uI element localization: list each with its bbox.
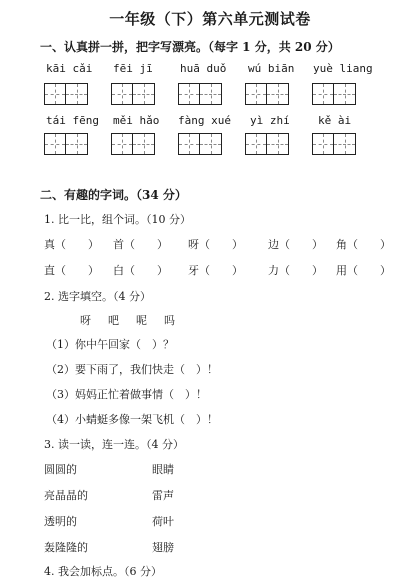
q2-item[interactable]: （4）小蜻蜓多像一架飞机（ ）！ (46, 413, 218, 426)
writing-box-pair[interactable] (245, 83, 289, 105)
writing-box-pair[interactable] (44, 83, 88, 105)
section1-heading: 一、认真拼一拼，把字写漂亮。（每字 1 分，共 20 分） (40, 40, 340, 54)
pinyin-item: kě ài (318, 114, 352, 127)
word-blank[interactable]: 首（ ） (113, 238, 168, 251)
word-blank[interactable]: 牙（ ） (188, 264, 243, 277)
word-blank[interactable]: 白（ ） (113, 264, 168, 277)
match-right-item[interactable]: 眼睛 (152, 463, 174, 476)
writing-box-pair[interactable] (178, 83, 222, 105)
pinyin-item: wú biān (248, 62, 295, 75)
q2-label: 2. 选字填空。（4 分） (44, 290, 151, 303)
writing-box-pair[interactable] (44, 133, 88, 155)
pinyin-item: fàng xué (178, 114, 231, 127)
pinyin-item: huā duǒ (180, 62, 227, 75)
q2-item[interactable]: （1）你中午回家（ ）？ (46, 338, 174, 351)
writing-box-pair[interactable] (312, 83, 356, 105)
pinyin-item: yì zhí (250, 114, 290, 127)
word-blank[interactable]: 呀（ ） (188, 238, 243, 251)
q3-label: 3. 读一读，连一连。（4 分） (44, 438, 184, 451)
match-right-item[interactable]: 翅膀 (152, 541, 174, 554)
word-blank[interactable]: 力（ ） (268, 264, 323, 277)
match-right-item[interactable]: 雷声 (152, 489, 174, 502)
match-left-item[interactable]: 轰隆隆的 (44, 541, 88, 554)
word-blank[interactable]: 真（ ） (44, 238, 99, 251)
writing-box-pair[interactable] (245, 133, 289, 155)
writing-box-pair[interactable] (111, 83, 155, 105)
match-left-item[interactable]: 圆圆的 (44, 463, 77, 476)
q1-label: 1. 比一比，组个词。（10 分） (44, 213, 191, 226)
writing-box-pair[interactable] (111, 133, 155, 155)
pinyin-item: kāi cǎi (46, 62, 93, 75)
q4-label: 4. 我会加标点。（6 分） (44, 565, 162, 578)
q2-item[interactable]: （2）要下雨了，我们快走（ ）！ (46, 363, 218, 376)
writing-box-pair[interactable] (178, 133, 222, 155)
writing-box-pair[interactable] (312, 133, 356, 155)
word-blank[interactable]: 角（ ） (336, 238, 391, 251)
match-left-item[interactable]: 透明的 (44, 515, 77, 528)
match-left-item[interactable]: 亮晶晶的 (44, 489, 88, 502)
page-title: 一年级（下）第六单元测试卷 (109, 10, 311, 28)
word-blank[interactable]: 边（ ） (268, 238, 323, 251)
pinyin-item: tái fēng (46, 114, 99, 127)
q2-item[interactable]: （3）妈妈正忙着做事情（ ）！ (46, 388, 207, 401)
word-blank[interactable]: 直（ ） (44, 264, 99, 277)
pinyin-item: fēi jī (113, 62, 153, 75)
option-char: 呀 (80, 314, 91, 327)
match-right-item[interactable]: 荷叶 (152, 515, 174, 528)
option-char: 吧 (108, 314, 119, 327)
option-char: 吗 (164, 314, 175, 327)
section2-heading: 二、有趣的字词。（34 分） (40, 188, 187, 202)
pinyin-item: měi hǎo (113, 114, 160, 127)
pinyin-item: yuè liang (313, 62, 373, 75)
option-char: 呢 (136, 314, 147, 327)
word-blank[interactable]: 用（ ） (336, 264, 391, 277)
